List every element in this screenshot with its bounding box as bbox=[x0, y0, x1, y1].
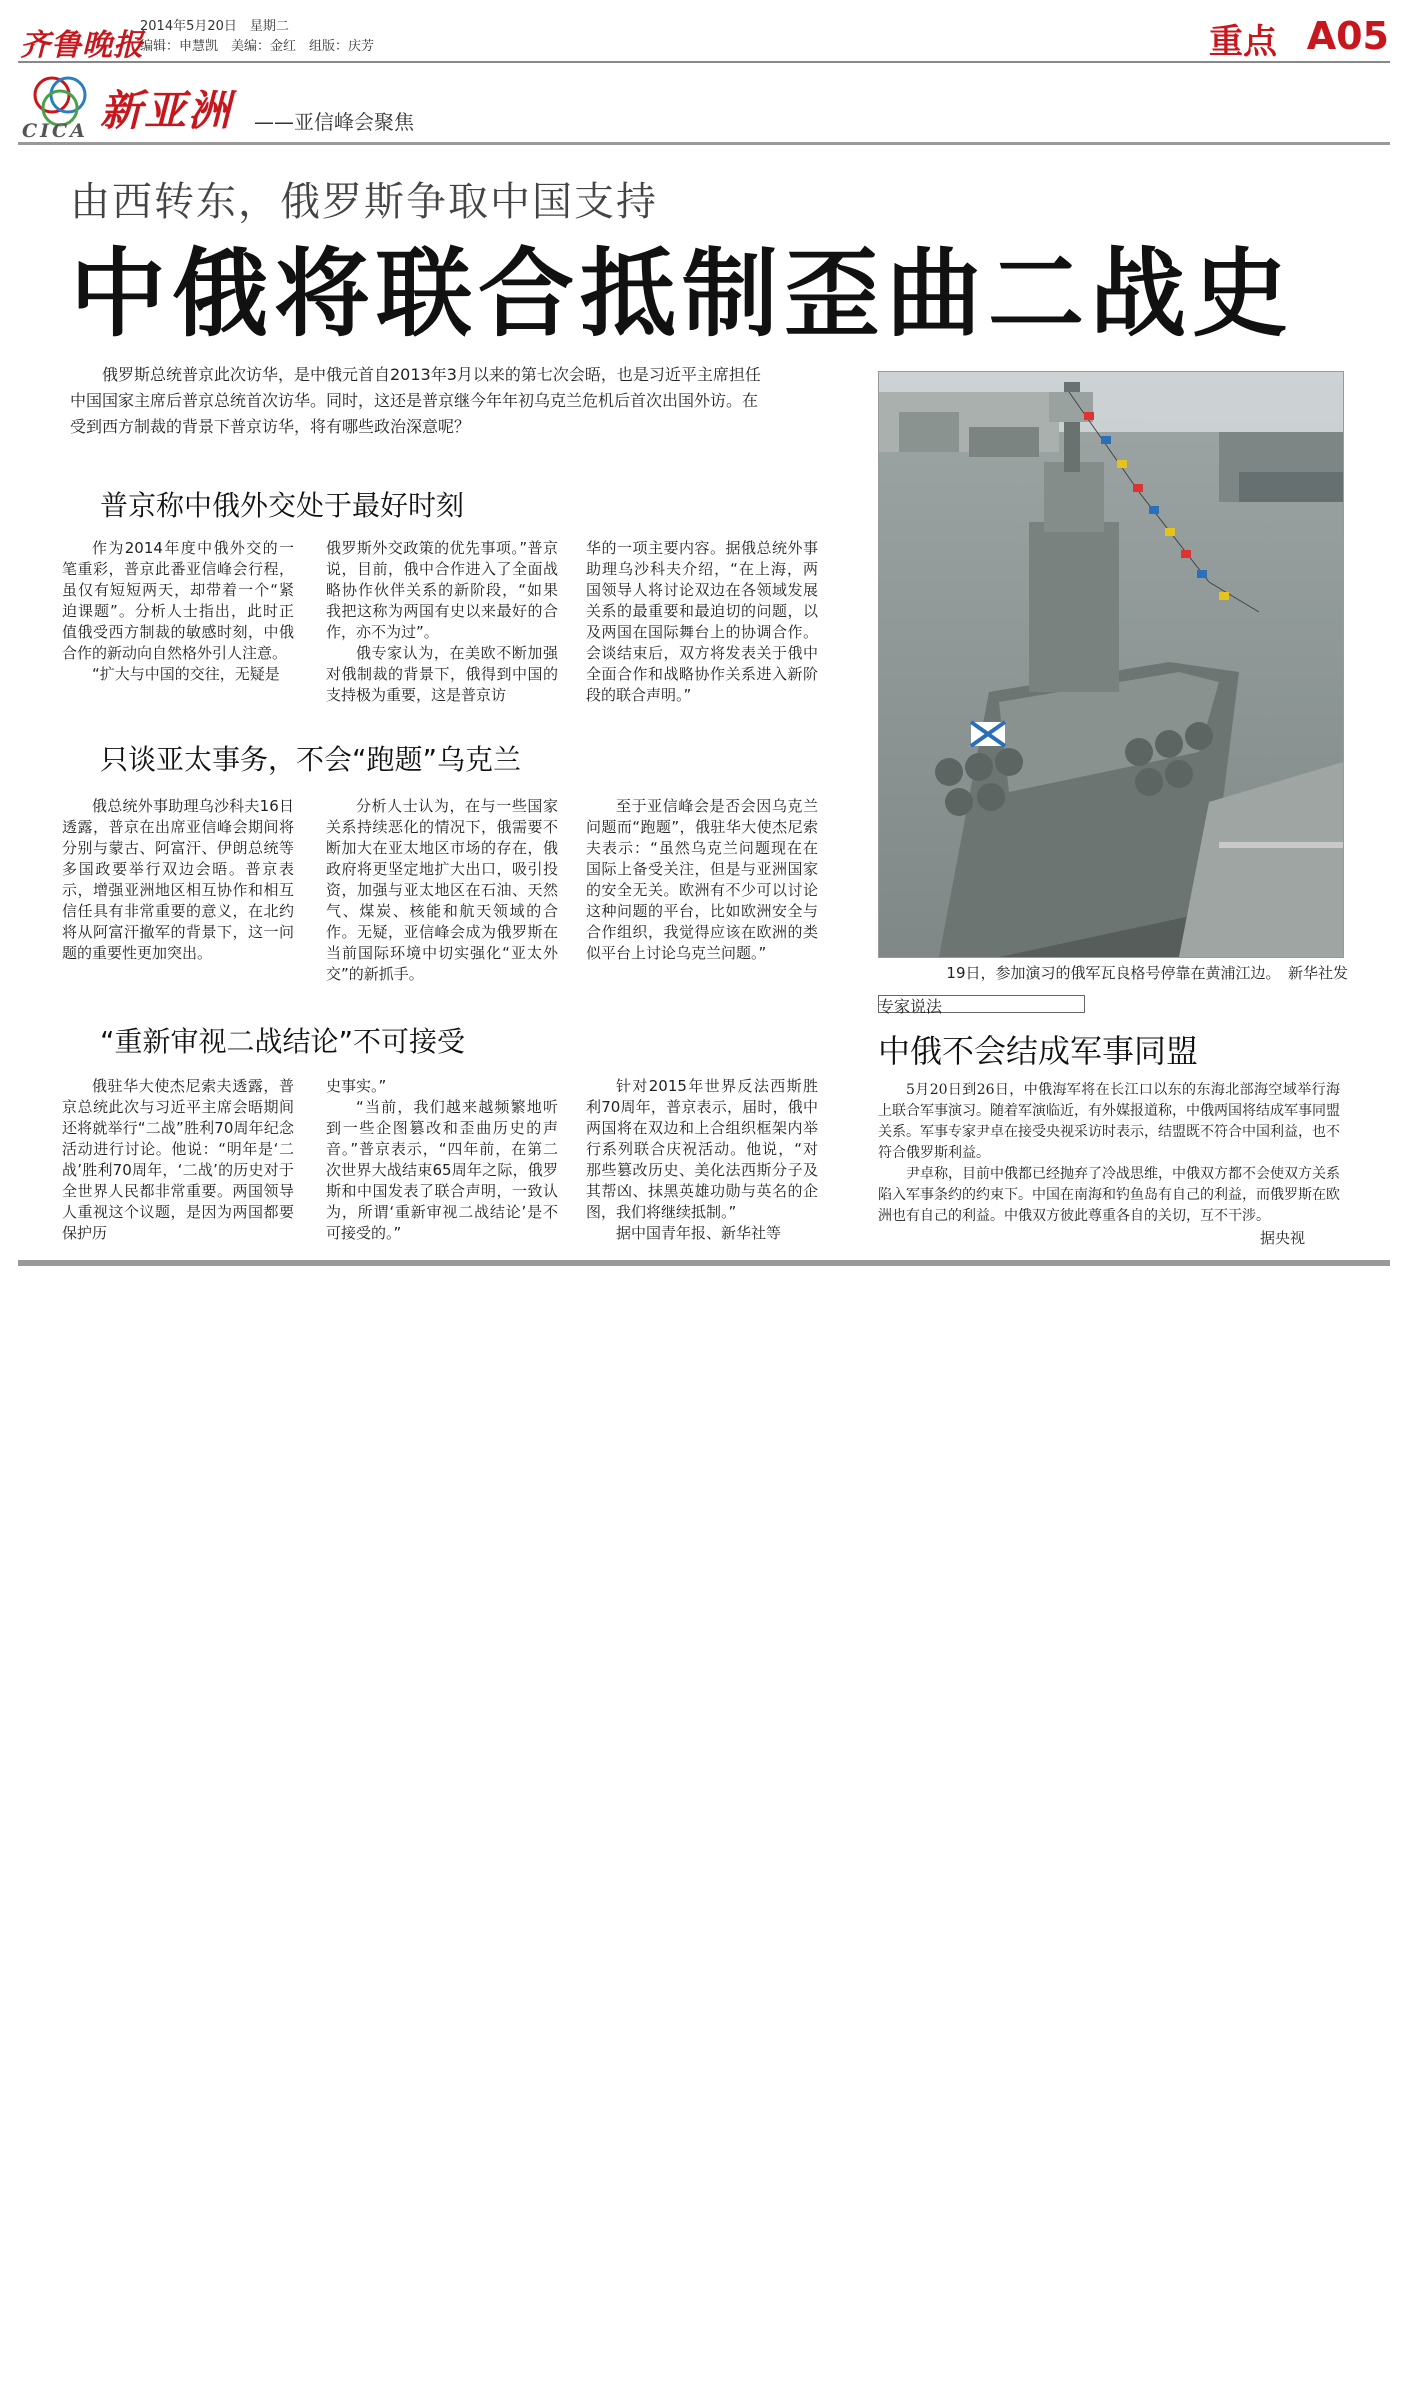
paragraph: 分析人士认为，在与一些国家关系持续恶化的情况下，俄需要不断加大在亚太地区市场的存在，俄政府将更坚定地扩大出口，吸引投资，加强与亚太地区在石油、天然气、煤炭、核能和航天领域的合作。无疑，亚信峰会成为俄罗斯在当前国际环境中切实强化“亚太外交”的新抓手。 bbox=[326, 797, 558, 983]
expert-label: 专家说法 bbox=[878, 997, 943, 1016]
cica-text: CICA bbox=[22, 120, 88, 142]
paragraph: 作为2014年度中俄外交的一笔重彩，普京此番亚信峰会行程，虽仅有短短两天，却带着一个“紧迫课题”。分析人士指出，此时正值俄受西方制裁的敏感时刻，中俄合作的新动向自然格外引人注意。 bbox=[62, 539, 294, 662]
section-1-column-1 bbox=[62, 538, 294, 685]
column-rule bbox=[18, 142, 1390, 145]
column-tagline: ——亚信峰会聚焦 bbox=[254, 110, 414, 134]
paragraph: “当前，我们越来越频繁地听到一些企图篡改和歪曲历史的声音。”普京表示，“四年前，在第二次世界大战结束65周年之际，俄罗斯和中国发表了联合声明，一致认为，所谓‘重新审视二战结论’是不可接受的。” bbox=[326, 1098, 558, 1242]
section-2-column-1 bbox=[62, 796, 294, 964]
paragraph: 俄罗斯外交政策的优先事项。”普京说，目前，俄中合作进入了全面战略协作伙伴关系的新阶段，“如果我把这称为两国有史以来最好的合作，亦不为过”。 bbox=[326, 539, 558, 641]
date-line: 2014年5月20日 星期二 bbox=[140, 19, 289, 34]
article-lead: 俄罗斯总统普京此次访华，是中俄元首自2013年3月以来的第七次会晤，也是习近平主席担任中国国家主席后普京总统首次访华。同时，这还是普京继今年年初乌克兰危机后首次出国外访。在受到西方制裁的背景下普京访华，将有哪些政治深意呢？ bbox=[70, 365, 761, 436]
section-3-column-2 bbox=[326, 1076, 558, 1244]
page-number: A05 bbox=[1306, 14, 1389, 58]
article-headline: 中俄将联合抵制歪曲二战史 bbox=[70, 238, 1294, 350]
section-3-column-3 bbox=[586, 1076, 818, 1244]
newspaper-masthead-name: 齐鲁晚报 bbox=[20, 28, 144, 63]
article-kicker: 由西转东，俄罗斯争取中国支持 bbox=[70, 179, 658, 225]
section-3-column-1 bbox=[62, 1076, 294, 1244]
section-heading-2: 只谈亚太事务，不会“跑题”乌克兰 bbox=[100, 743, 522, 776]
staff-line: 编辑：申慧凯 美编：金红 组版：庆芳 bbox=[140, 39, 375, 54]
section-2-column-2 bbox=[326, 796, 558, 985]
masthead-rule bbox=[18, 61, 1390, 63]
photo-caption: 19日，参加演习的俄军瓦良格号停靠在黄浦江边。 新华社发 bbox=[946, 964, 1348, 982]
section-2-column-3 bbox=[586, 796, 818, 964]
paragraph: 俄驻华大使杰尼索夫透露，普京总统此次与习近平主席会晤期间还将就举行“二战”胜利70周年纪念活动进行讨论。他说：“明年是‘二战’胜利70周年，‘二战’的历史对于全世界人民都非常重要。两国领导人重视这个议题，是因为两国都要保护历 bbox=[62, 1077, 294, 1242]
section-1-column-2 bbox=[326, 538, 558, 706]
paragraph: 史事实。” bbox=[326, 1077, 387, 1095]
paragraph: 华的一项主要内容。据俄总统外事助理乌沙科夫介绍，“在上海，两国领导人将讨论双边在各领域发展关系的最重要和最迫切的问题，以及两国在国际舞台上的协调合作。会谈结束后，双方将发表关于俄中全面合作和战略协作关系进入新阶段的联合声明。” bbox=[586, 539, 818, 704]
section-1-column-3 bbox=[586, 538, 818, 706]
paragraph: 至于亚信峰会是否会因乌克兰问题而“跑题”，俄驻华大使杰尼索夫表示：“虽然乌克兰问题现在在国际上备受关注，但是与亚洲国家的安全无关。欧洲有不少可以讨论这种问题的平台，比如欧洲安全与合作组织，我觉得应该在欧洲的类似平台上讨论乌克兰问题。” bbox=[586, 797, 818, 962]
section-heading-1: 普京称中俄外交处于最好时刻 bbox=[100, 489, 465, 522]
warship-photo bbox=[878, 371, 1344, 958]
bottom-rule bbox=[18, 1260, 1390, 1266]
paragraph: 5月20日到26日，中俄海军将在长江口以东的东海北部海空域举行海上联合军事演习。随着军演临近，有外媒报道称，中俄两国将结成军事同盟关系。军事专家尹卓在接受央视采访时表示，结盟既不符合中国利益，也不符合俄罗斯利益。 bbox=[878, 1082, 1340, 1161]
paragraph: 尹卓称，目前中俄都已经抛弃了冷战思维，中俄双方都不会使双方关系陷入军事条约的约束下。中国在南海和钓鱼岛有自己的利益，而俄罗斯在欧洲也有自己的利益。中俄双方彼此尊重各自的关切，互不干涉。 bbox=[878, 1166, 1340, 1224]
paragraph: 俄总统外事助理乌沙科夫16日透露，普京在出席亚信峰会期间将分别与蒙古、阿富汗、伊朗总统等多国政要举行双边会晤。普京表示，增强亚洲地区相互协作和相互信任具有非常重要的意义，在北约将从阿富汗撤军的背景下，这一问题的重要性更加突出。 bbox=[62, 797, 294, 962]
paragraph: “扩大与中国的交往，无疑是 bbox=[92, 665, 280, 683]
sidebar-body bbox=[878, 1080, 1340, 1227]
sidebar-headline: 中俄不会结成军事同盟 bbox=[878, 1032, 1199, 1070]
section-heading-3: “重新审视二战结论”不可接受 bbox=[100, 1025, 466, 1058]
section-tag: 重点 bbox=[1209, 22, 1277, 62]
paragraph: 针对2015年世界反法西斯胜利70周年，普京表示，届时，俄中两国将在双边和上合组织框架内举行系列联合庆祝活动。他说，“对那些篡改历史、美化法西斯分子及其帮凶、抹黑英雄功勋与英名的企图，我们将继续抵制。” bbox=[586, 1077, 818, 1221]
column-name: 新亚洲 bbox=[100, 86, 233, 135]
article-source: 据中国青年报、新华社等 bbox=[616, 1224, 782, 1242]
sidebar-source: 据央视 bbox=[1260, 1229, 1306, 1247]
paragraph: 俄专家认为，在美欧不断加强对俄制裁的背景下，俄得到中国的支持极为重要，这是普京访 bbox=[326, 644, 558, 704]
